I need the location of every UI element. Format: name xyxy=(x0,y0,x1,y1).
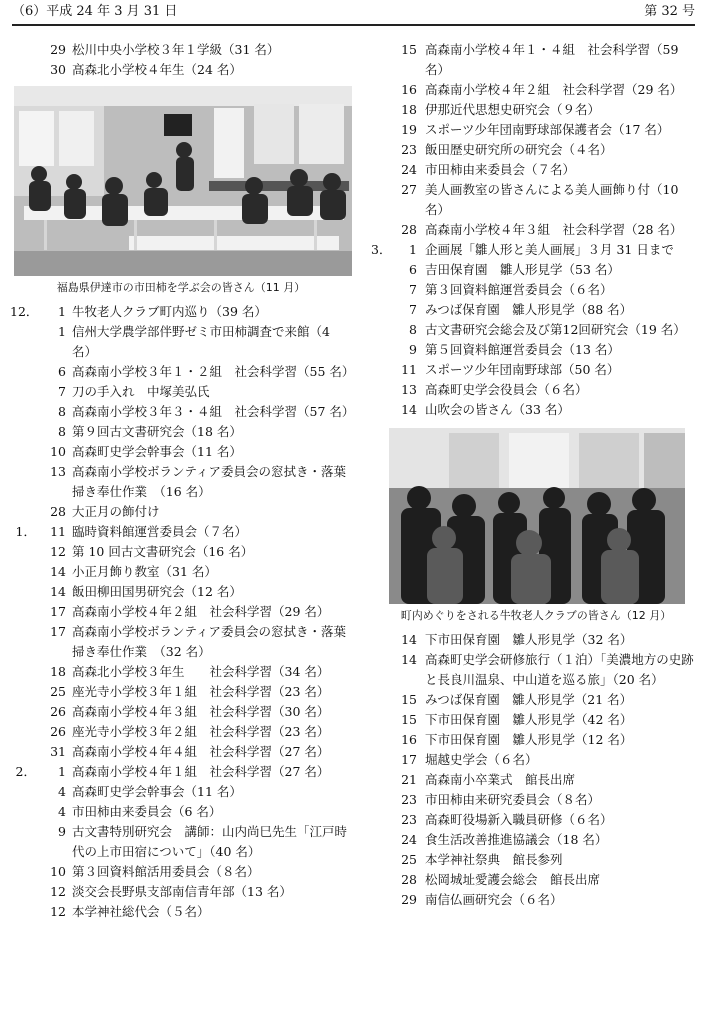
entry-text: 高森町史学会役員会（６名） xyxy=(425,382,588,397)
log-entry xyxy=(10,322,352,362)
left-column xyxy=(10,40,355,922)
log-entry xyxy=(10,40,352,60)
right-column xyxy=(371,40,697,910)
entry-text: 高森町役場新入職員研修（６名） xyxy=(425,812,613,827)
log-entry xyxy=(10,382,352,402)
entry-text: 高森南小学校４年２組 社会科学習（29 名） xyxy=(72,604,330,619)
log-entry xyxy=(10,402,355,422)
photo-caption: 福島県伊達市の市田柿を学ぶ会の皆さん（11 月） xyxy=(56,281,306,294)
log-entry xyxy=(375,400,697,420)
entry-day: 16 xyxy=(401,732,417,747)
entry-day: 16 xyxy=(401,82,417,97)
issue-number: 第 32 号 xyxy=(644,4,695,19)
entry-text: 南信仏画研究会（６名） xyxy=(425,892,563,907)
log-entry xyxy=(10,702,352,722)
log-entry xyxy=(10,782,352,802)
log-entry xyxy=(375,650,697,690)
entry-text: 第 10 回古文書研究会（16 名） xyxy=(72,544,254,559)
entry-text: 古文書特別研究会 講師：山内尚巳先生「江戸時代の上市田宿について」（40 名） xyxy=(72,824,348,859)
entry-day: 11 xyxy=(50,524,66,539)
entry-day: 1 xyxy=(58,764,66,779)
entry-day: 9 xyxy=(58,824,66,839)
entry-month: 3． xyxy=(371,242,392,257)
entry-text: 高森南小学校４年１・４組 社会科学習（59 名） xyxy=(425,42,679,77)
log-entry xyxy=(371,240,697,260)
log-entry xyxy=(375,180,697,220)
entry-text: 下市田保育園 雛人形見学（32 名） xyxy=(425,632,633,647)
log-entry xyxy=(375,810,697,830)
log-entry xyxy=(375,380,697,400)
entry-text: 刀の手入れ 中塚美弘氏 xyxy=(72,384,210,399)
entry-day: 25 xyxy=(401,852,417,867)
entry-day: 8 xyxy=(58,404,66,419)
log-entry xyxy=(10,722,352,742)
log-entry xyxy=(10,622,352,662)
entry-text: 高森南小学校４年４組 社会科学習（27 名） xyxy=(72,744,330,759)
entry-text: 高森町史学会幹事会（11 名） xyxy=(72,784,242,799)
entry-day: 14 xyxy=(401,652,417,667)
entry-day: 24 xyxy=(401,832,417,847)
entry-text: 飯田柳田国男研究会（12 名） xyxy=(72,584,242,599)
log-entry xyxy=(10,802,352,822)
entry-text: 食生活改善推進協議会（18 名） xyxy=(425,832,608,847)
right-top-list xyxy=(371,40,697,420)
entry-day: 13 xyxy=(401,382,417,397)
entry-day: 15 xyxy=(401,712,417,727)
log-entry xyxy=(375,750,697,770)
log-entry xyxy=(375,120,697,140)
entry-text: みつば保育園 雛人形見学（21 名） xyxy=(425,692,633,707)
log-entry xyxy=(10,542,352,562)
entry-day: 29 xyxy=(50,42,66,57)
entry-text: 市田柿由来委員会（７名） xyxy=(425,162,576,177)
entry-text: 大正月の飾付け xyxy=(72,504,160,519)
entry-text: 吉田保育園 雛人形見学（53 名） xyxy=(425,262,620,277)
log-entry xyxy=(375,160,697,180)
entry-text: 伊那近代思想史研究会（９名） xyxy=(425,102,601,117)
entry-day: 17 xyxy=(50,624,66,639)
entry-day: 17 xyxy=(401,752,417,767)
entry-day: 7 xyxy=(409,282,417,297)
log-entry xyxy=(10,302,352,322)
entry-day: 23 xyxy=(401,812,417,827)
entry-text: 高森南小学校ボランティア委員会の窓拭き・落葉掃き奉仕作業 （32 名） xyxy=(72,624,347,659)
entry-day: 28 xyxy=(50,504,66,519)
entry-day: 30 xyxy=(50,62,66,77)
log-entry xyxy=(10,60,352,80)
entry-text: 高森南小学校４年３組 社会科学習（28 名） xyxy=(425,222,683,237)
entry-text: 高森北小学校４年生（24 名） xyxy=(72,62,242,77)
entry-day: 12 xyxy=(50,904,66,919)
entry-day: 10 xyxy=(50,444,66,459)
entry-text: 高森南小学校３年１・２組 社会科学習（55 名） xyxy=(72,364,355,379)
entry-day: 10 xyxy=(50,864,66,879)
entry-day: 9 xyxy=(409,342,417,357)
entry-day: 4 xyxy=(58,804,66,819)
log-entry xyxy=(10,582,352,602)
entry-day: 24 xyxy=(401,162,417,177)
entry-text: 淡交会長野県支部南信青年部（13 名） xyxy=(72,884,292,899)
entry-day: 1 xyxy=(58,324,66,339)
entry-day: 14 xyxy=(401,402,417,417)
log-entry xyxy=(375,260,697,280)
entry-text: 古文書研究会総会及び第12回研究会（19 名） xyxy=(425,322,686,337)
entry-day: 13 xyxy=(50,464,66,479)
entry-day: 29 xyxy=(401,892,417,907)
entry-text: 市田柿由来委員会（6 名） xyxy=(72,804,222,819)
log-entry xyxy=(10,442,352,462)
log-entry xyxy=(10,422,352,442)
entry-day: 11 xyxy=(401,362,417,377)
photo-caption: 町内めぐりをされる牛牧老人クラブの皆さん（12 月） xyxy=(400,609,672,622)
log-entry xyxy=(375,850,697,870)
entry-month: 1． xyxy=(15,524,36,539)
entry-text: 飯田歴史研究所の研究会（４名） xyxy=(425,142,613,157)
entry-day: 14 xyxy=(50,584,66,599)
entry-text: 第９回古文書研究会（18 名） xyxy=(72,424,242,439)
log-entry xyxy=(10,862,352,882)
entry-day: 7 xyxy=(409,302,417,317)
entry-month: 2． xyxy=(15,764,36,779)
entry-text: 松岡城址愛護会総会 館長出席 xyxy=(425,872,601,887)
entry-day: 19 xyxy=(401,122,417,137)
page-header xyxy=(12,2,695,26)
entry-text: 座光寺小学校３年１組 社会科学習（23 名） xyxy=(72,684,330,699)
entry-text: 美人画教室の皆さんによる美人画飾り付（10 名） xyxy=(425,182,679,217)
entry-day: 21 xyxy=(401,772,417,787)
entry-text: 牛牧老人クラブ町内巡り（39 名） xyxy=(72,304,267,319)
log-entry xyxy=(375,770,697,790)
log-entry xyxy=(375,280,697,300)
entry-text: 高森南小学校４年３組 社会科学習（30 名） xyxy=(72,704,330,719)
entry-day: 26 xyxy=(50,724,66,739)
right-bottom-list xyxy=(375,630,697,910)
entry-text: みつば保育園 雛人形見学（88 名） xyxy=(425,302,633,317)
entry-day: 25 xyxy=(50,684,66,699)
entry-day: 26 xyxy=(50,704,66,719)
entry-day: 14 xyxy=(50,564,66,579)
entry-text: 企画展「雛人形と美人画展」３月 31 日まで xyxy=(425,242,674,257)
log-entry xyxy=(375,140,697,160)
entry-text: 松川中央小学校３年１学級（31 名） xyxy=(72,42,280,57)
log-entry xyxy=(375,870,697,890)
entry-day: 15 xyxy=(401,692,417,707)
entry-text: 第５回資料館運営委員会（13 名） xyxy=(425,342,620,357)
log-entry xyxy=(375,300,697,320)
entry-day: 28 xyxy=(401,222,417,237)
log-entry xyxy=(10,362,355,382)
entry-text: 市田柿由来研究委員会（８名） xyxy=(425,792,601,807)
entry-text: 下市田保育園 雛人形見学（12 名） xyxy=(425,732,633,747)
photo-ushimaki-elder-club xyxy=(389,428,685,604)
left-top-list xyxy=(10,40,352,80)
entry-day: 1 xyxy=(409,242,417,257)
entry-text: 信州大学農学部伴野ゼミ市田柿調査で来館（4 名） xyxy=(72,324,330,359)
entry-text: 第３回資料館活用委員会（８名） xyxy=(72,864,260,879)
entry-text: 高森町史学会幹事会（11 名） xyxy=(72,444,242,459)
entry-text: 高森南小学校３年３・４組 社会科学習（57 名） xyxy=(72,404,355,419)
entry-text: スポーツ少年団南野球部保護者会（17 名） xyxy=(425,122,670,137)
entry-text: 高森北小学校３年生 社会科学習（34 名） xyxy=(72,664,330,679)
log-entry xyxy=(10,882,352,902)
log-entry xyxy=(375,890,697,910)
entry-month: 12． xyxy=(10,304,39,319)
log-entry xyxy=(10,522,352,542)
log-entry xyxy=(375,730,697,750)
entry-text: 山吹会の皆さん（33 名） xyxy=(425,402,570,417)
entry-day: 28 xyxy=(401,872,417,887)
entry-text: 本学神社祭典 館長参列 xyxy=(425,852,563,867)
entry-text: 小正月飾り教室（31 名） xyxy=(72,564,217,579)
log-entry xyxy=(10,742,352,762)
entry-day: 4 xyxy=(58,784,66,799)
log-entry xyxy=(10,682,352,702)
log-entry xyxy=(375,40,697,80)
entry-text: 高森町史学会研修旅行（１泊）「美濃地方の史跡と長良川温泉、中山道を巡る旅」（20 名） xyxy=(425,652,694,687)
entry-day: 8 xyxy=(58,424,66,439)
log-entry xyxy=(375,360,697,380)
log-entry xyxy=(10,662,352,682)
log-entry xyxy=(375,690,697,710)
entry-day: 27 xyxy=(401,182,417,197)
entry-day: 23 xyxy=(401,142,417,157)
entry-day: 1 xyxy=(58,304,66,319)
log-entry xyxy=(375,630,697,650)
entry-text: 高森南小卒業式 館長出席 xyxy=(425,772,576,787)
log-entry xyxy=(375,710,697,730)
entry-day: 23 xyxy=(401,792,417,807)
log-entry xyxy=(10,562,352,582)
log-entry xyxy=(10,462,352,502)
log-entry xyxy=(375,100,697,120)
log-entry xyxy=(10,762,352,782)
entry-text: 臨時資料館運営委員会（７名） xyxy=(72,524,248,539)
log-entry xyxy=(375,340,697,360)
entry-text: 第３回資料館運営委員会（６名） xyxy=(425,282,613,297)
entry-day: 31 xyxy=(50,744,66,759)
entry-text: 堀越史学会（６名） xyxy=(425,752,538,767)
log-entry xyxy=(375,320,697,340)
entry-text: 座光寺小学校３年２組 社会科学習（23 名） xyxy=(72,724,330,739)
entry-text: 下市田保育園 雛人形見学（42 名） xyxy=(425,712,633,727)
gathering-photo-image xyxy=(389,428,685,604)
left-bottom-list xyxy=(10,302,355,922)
entry-day: 7 xyxy=(58,384,66,399)
entry-day: 12 xyxy=(50,884,66,899)
entry-text: 高森南小学校４年１組 社会科学習（27 名） xyxy=(72,764,330,779)
log-entry xyxy=(10,502,352,522)
log-entry xyxy=(10,602,352,622)
log-entry xyxy=(10,902,352,922)
entry-day: 6 xyxy=(58,364,66,379)
log-entry xyxy=(375,80,697,100)
log-entry xyxy=(375,220,697,240)
entry-day: 15 xyxy=(401,42,417,57)
log-entry xyxy=(10,822,352,862)
entry-day: 18 xyxy=(50,664,66,679)
entry-text: 高森南小学校４年２組 社会科学習（29 名） xyxy=(425,82,683,97)
log-entry xyxy=(375,830,697,850)
entry-day: 6 xyxy=(409,262,417,277)
entry-day: 8 xyxy=(409,322,417,337)
entry-text: スポーツ少年団南野球部（50 名） xyxy=(425,362,620,377)
entry-day: 14 xyxy=(401,632,417,647)
entry-day: 18 xyxy=(401,102,417,117)
classroom-photo-image xyxy=(14,86,352,276)
entry-text: 高森南小学校ボランティア委員会の窓拭き・落葉掃き奉仕作業 （16 名） xyxy=(72,464,347,499)
entry-day: 12 xyxy=(50,544,66,559)
log-entry xyxy=(375,790,697,810)
photo-ichidagaki-study-group xyxy=(14,86,352,276)
issue-date: （6）平成 24 年 3 月 31 日 xyxy=(12,4,178,19)
entry-day: 17 xyxy=(50,604,66,619)
entry-text: 本学神社総代会（５名） xyxy=(72,904,210,919)
